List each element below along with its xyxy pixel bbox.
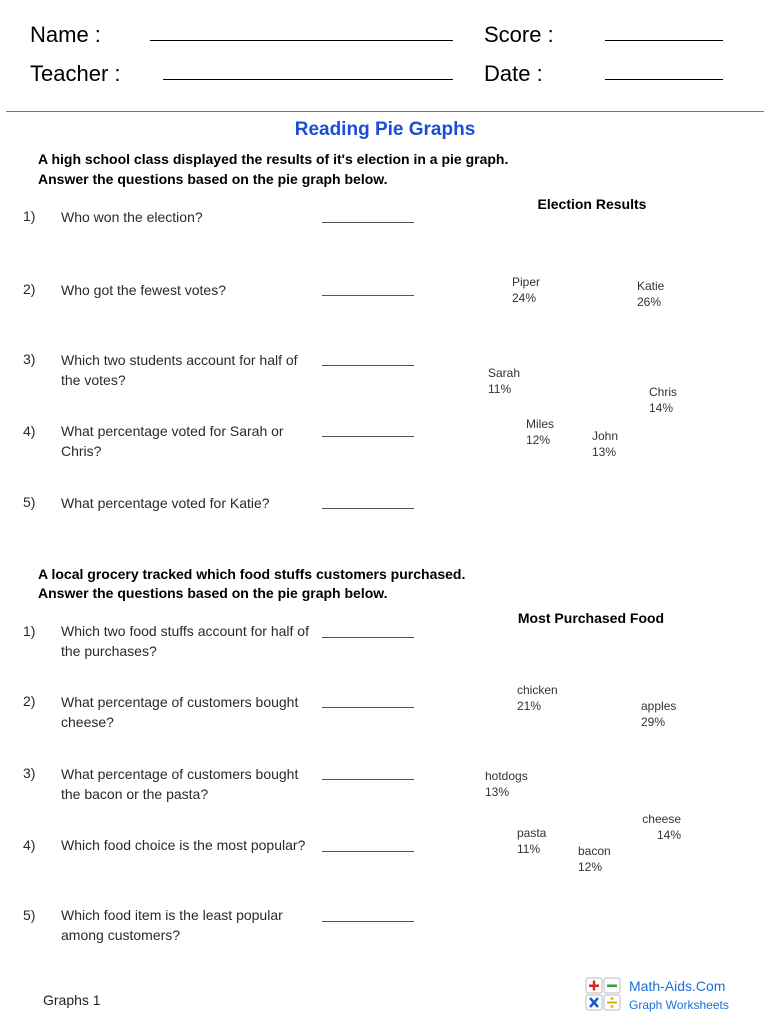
section2-intro-1: A local grocery tracked which food stuffs customers purchased.: [38, 566, 466, 582]
s2-q4-answer-blank[interactable]: [322, 851, 414, 852]
chart1-label-katie: Katie 26%: [637, 279, 665, 309]
s1-q2-answer-blank[interactable]: [322, 295, 414, 296]
s1-q4-answer-blank[interactable]: [322, 436, 414, 437]
s1-q4-number: 4): [23, 423, 36, 439]
teacher-label: Teacher :: [30, 61, 121, 86]
name-line[interactable]: [150, 40, 453, 41]
section1-intro-2: Answer the questions based on the pie graph below.: [38, 171, 388, 187]
s1-q1-number: 1): [23, 208, 36, 224]
s1-q1-text: Who won the election?: [61, 209, 203, 225]
chart1-label-john: John 13%: [592, 429, 619, 459]
math-aids-logo-icon: [585, 977, 621, 1011]
s1-q4-text: What percentage voted for Sarah or Chris?: [61, 423, 284, 459]
s2-q5-text: Which food item is the least popular among customers?: [61, 907, 283, 943]
s1-q2-text: Who got the fewest votes?: [61, 282, 226, 298]
chart2-label-chicken: chicken 21%: [517, 683, 558, 713]
chart2-label-pasta: pasta 11%: [517, 826, 547, 856]
chart2-label-bacon: bacon 12%: [578, 844, 611, 874]
name-label: Name :: [30, 22, 101, 47]
s1-q5-number: 5): [23, 494, 36, 510]
s1-q3-number: 3): [23, 351, 36, 367]
s2-q4-text: Which food choice is the most popular?: [61, 837, 306, 853]
teacher-line[interactable]: [163, 79, 453, 80]
chart1-label-chris: Chris 14%: [649, 385, 678, 415]
chart1-label-sarah: Sarah 11%: [488, 366, 521, 396]
score-line[interactable]: [605, 40, 723, 41]
s2-q3-number: 3): [23, 765, 36, 781]
section1-intro-1: A high school class displayed the results of it's election in a pie graph.: [38, 151, 509, 167]
s2-q3-answer-blank[interactable]: [322, 779, 414, 780]
chart1-label-miles: Miles 12%: [526, 417, 555, 447]
header-divider: [6, 111, 764, 112]
chart2-label-cheese: cheese 14%: [642, 812, 681, 842]
s2-q1-number: 1): [23, 623, 36, 639]
date-line[interactable]: [605, 79, 723, 80]
footer-page-label: Graphs 1: [43, 992, 101, 1008]
s2-q1-answer-blank[interactable]: [322, 637, 414, 638]
s1-q3-answer-blank[interactable]: [322, 365, 414, 366]
chart1-label-piper: Piper 24%: [512, 275, 541, 305]
chart1-title: Election Results: [537, 196, 647, 212]
s2-q3-text: What percentage of customers bought the bacon or the pasta?: [61, 766, 299, 802]
logo-title[interactable]: Math-Aids.Com: [629, 978, 726, 994]
s2-q2-number: 2): [23, 693, 36, 709]
s1-q1-answer-blank[interactable]: [322, 222, 414, 223]
date-label: Date :: [484, 61, 543, 86]
chart2-label-apples: apples 29%: [641, 699, 677, 729]
s1-q2-number: 2): [23, 281, 36, 297]
s2-q4-number: 4): [23, 837, 36, 853]
s1-q5-text: What percentage voted for Katie?: [61, 495, 270, 511]
s2-q1-text: Which two food stuffs account for half of the purchases?: [61, 623, 309, 659]
s2-q5-answer-blank[interactable]: [322, 921, 414, 922]
s2-q2-answer-blank[interactable]: [322, 707, 414, 708]
section2-intro-2: Answer the questions based on the pie graph below.: [38, 585, 388, 601]
chart2-label-hotdogs: hotdogs 13%: [485, 769, 528, 799]
page-title: Reading Pie Graphs: [294, 119, 476, 140]
s2-q5-number: 5): [23, 907, 36, 923]
s1-q3-text: Which two students account for half of the votes?: [61, 352, 298, 388]
s1-q5-answer-blank[interactable]: [322, 508, 414, 509]
s2-q2-text: What percentage of customers bought cheese?: [61, 694, 299, 730]
chart2-title: Most Purchased Food: [517, 610, 665, 626]
score-label: Score :: [484, 22, 554, 47]
logo-subtitle: Graph Worksheets: [629, 998, 729, 1012]
